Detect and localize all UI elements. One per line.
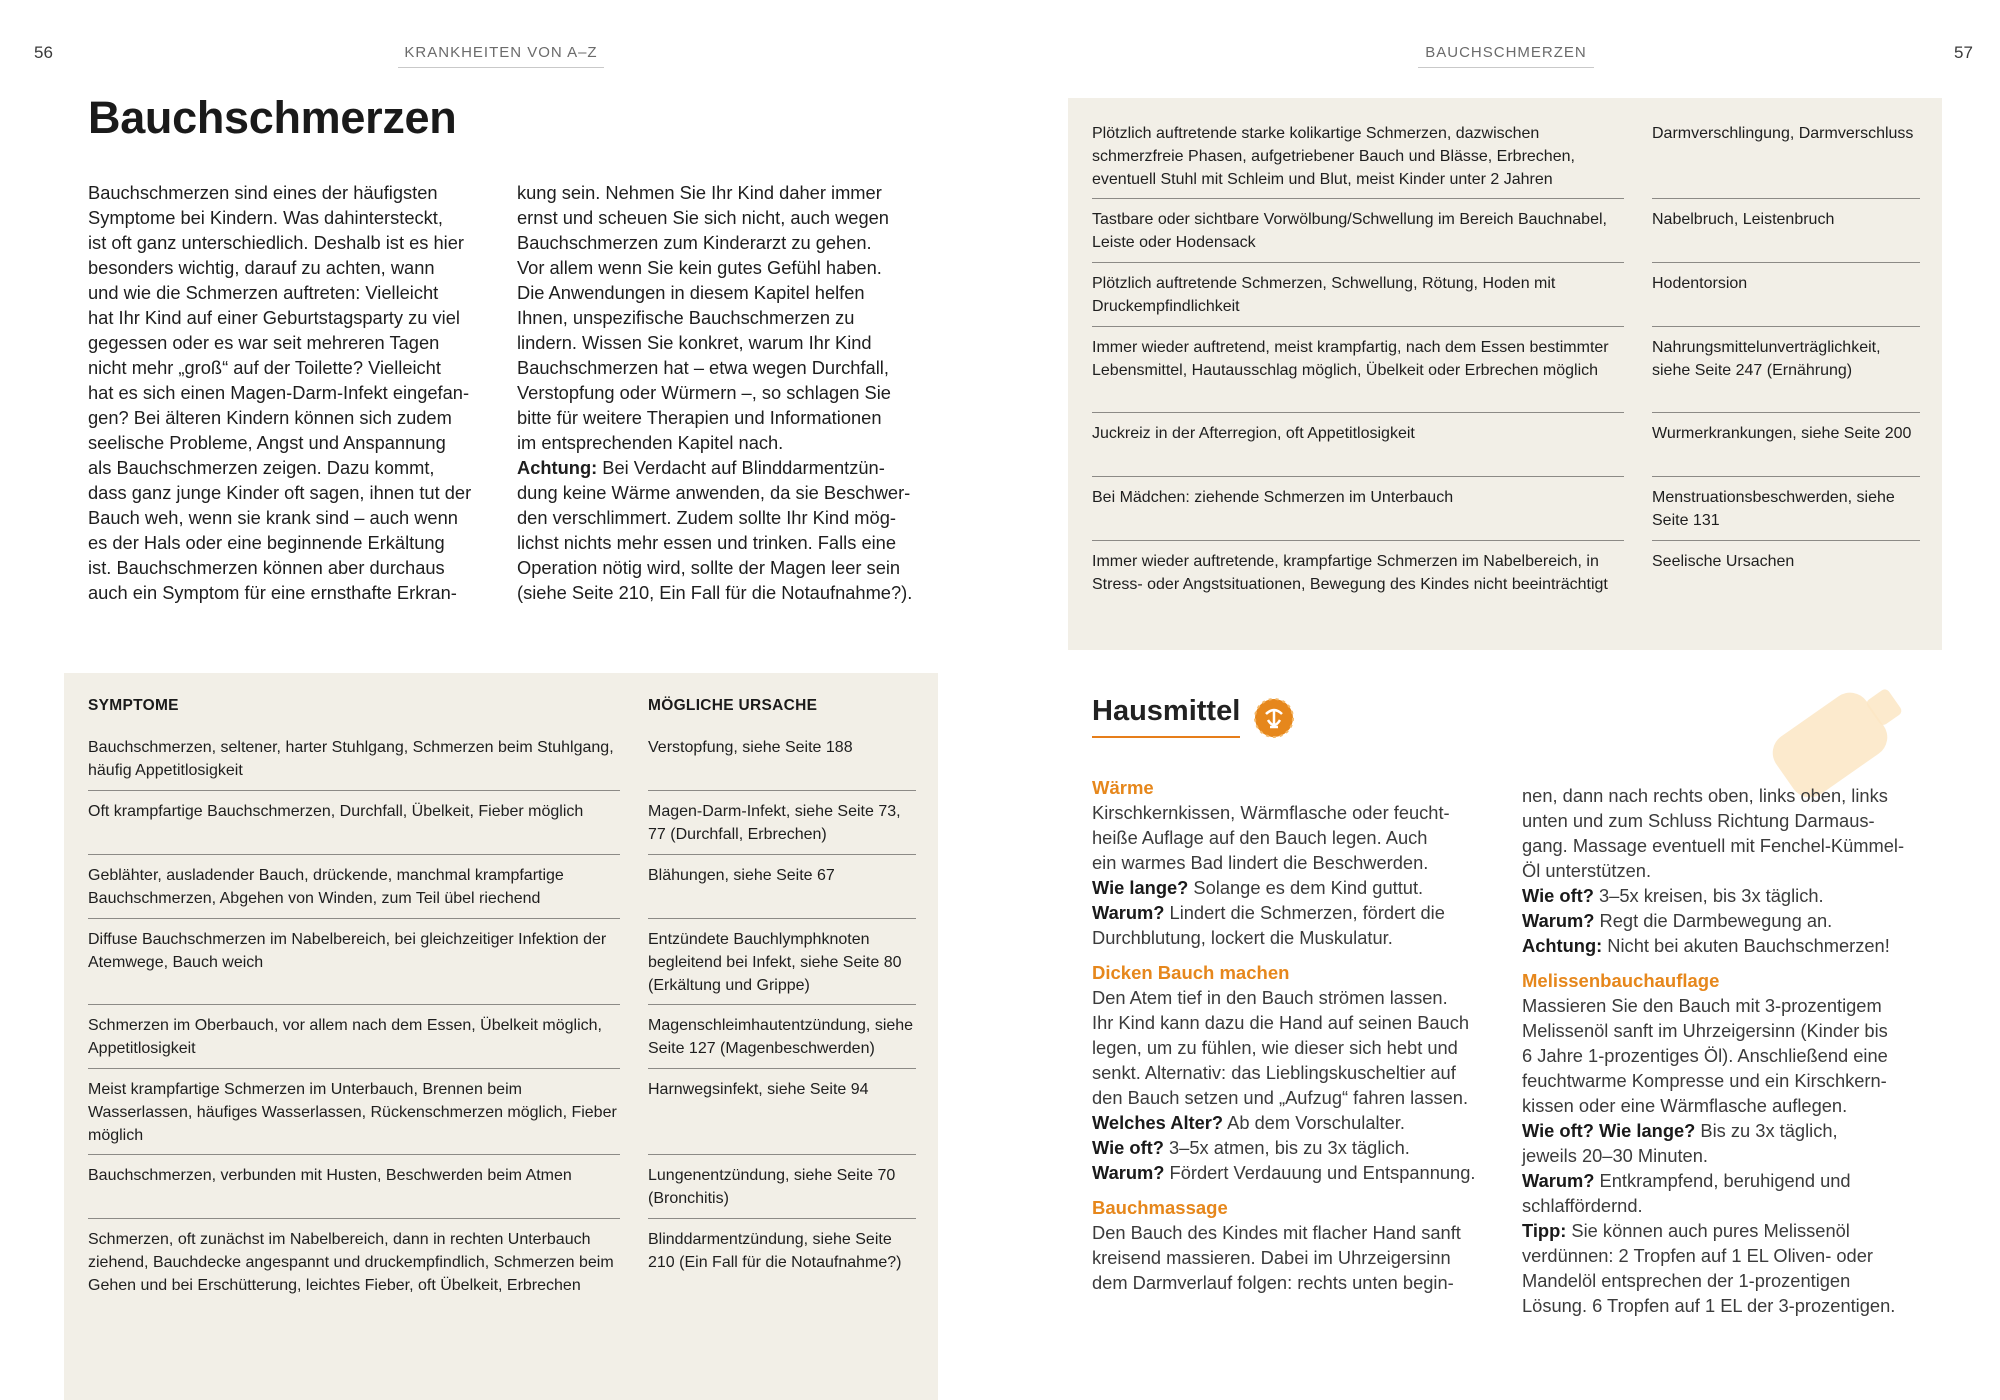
row-divider xyxy=(1092,412,1624,413)
achtung-warning: Achtung: Bei Verdacht auf Blinddarmentzün- xyxy=(517,457,885,478)
row-divider xyxy=(648,854,916,855)
remedy-column-1: Wärme Kirschkernkissen, Wärmflasche oder feucht- heiße Auflage auf den Bauch legen. Auch ein warmes Bad lindert die Beschwerden. Wie lange? Solange es dem Kind guttut. Warum? Lindert die Schmerzen, fördert die Durchblutung, lockert die Muskulatur. Dicken Bauch machen Den Atem tief in den Bauch strömen lassen. Ihr Kind kann dazu die Hand auf seinen Bauch legen, um zu fühlen, wie dieser sich hebt und senkt. Alternativ: das Lieblingskuscheltier auf den Bauch setzen und „Aufzug“ fahren lassen. Welches Alter? Ab dem Vorschulalter. Wie oft? 3–5x atmen, bis zu 3x täglich. Warum? Fördert Verdauung und Entspannung. Bauchmassage Den Bauch des Kindes mit flacher Hand sanft kreisend massieren. Dabei im Uhrzeigersinn dem Darmverlauf folgen: rechts unten begin- xyxy=(1092,775,1512,1295)
row-divider xyxy=(648,1154,916,1155)
row-divider xyxy=(1652,540,1920,541)
row-divider xyxy=(88,1068,620,1069)
pharmacy-bowl-icon xyxy=(1252,696,1296,740)
page-number-right: 57 xyxy=(1954,43,1973,62)
page-title: Bauchschmerzen xyxy=(88,92,457,143)
row-divider xyxy=(88,790,620,791)
remedy-heading-bauchmassage: Bauchmassage xyxy=(1092,1197,1228,1218)
row-divider xyxy=(88,1154,620,1155)
row-divider xyxy=(88,854,620,855)
page-number-left: 56 xyxy=(34,43,53,62)
row-divider xyxy=(1092,262,1624,263)
remedy-column-2: nen, dann nach rechts oben, links oben, links unten und zum Schluss Richtung Darmaus- gang. Massage eventuell mit Fenchel-Kümmel- Öl unterstützen. Wie oft? 3–5x kreisen, bis 3x täglich. Warum? Regt die Darmbewegung an. Achtung: Nicht bei akuten Bauchschmerzen! Melissenbauchauflage Massieren Sie den Bauch mit 3-prozentigem Melissenöl sanft im Uhrzeigersinn (Kinder bis 6 Jahre 1-prozentiges Öl). Anschließend eine feuchtwarme Kompresse und ein Kirschkern- kissen oder eine Wärmflasche auflegen. Wie oft? Wie lange? Bis zu 3x täglich, jeweils 20–30 Minuten. Warum? Entkrampfend, beruhigend und schlaffördernd. Tipp: Sie können auch pures Melissenöl verdünnen: 2 Tropfen auf 1 EL Oliven- oder Mandelöl entsprechen der 1-prozentigen Lösung. 6 Tropfen auf 1 EL der 3-prozentigen. xyxy=(1522,783,1942,1318)
running-header-right: BAUCHSCHMERZEN xyxy=(1418,44,1594,68)
row-divider xyxy=(648,1004,916,1005)
intro-column-2: kung sein. Nehmen Sie Ihr Kind daher immer ernst und scheuen Sie sich nicht, auch wegen Bauchschmerzen zum Kinderarzt zu gehen. Vor allem wenn Sie kein gutes Gefühl haben. Die Anwendungen in diesem Kapitel helfen Ihnen, unspezifische Bauchschmerzen zu lindern. Wissen Sie konkret, warum Ihr Kind Bauchschmerzen hat – etwa wegen Durchfall, Verstopfung oder Würmern –, so schlagen Sie bitte für weitere Therapien und Informationen im entsprechenden Kapitel nach. Achtung: Bei Verdacht auf Blinddarmentzün- dung keine Wärme anwenden, da sie Beschwer- den verschlimmert. Zudem sollte Ihr Kind mög- lichst nichts mehr essen und trinken. Falls eine Operation nötig wird, sollte der Magen leer sein (siehe Seite 210, Ein Fall für die Notaufnahme?). xyxy=(517,180,937,605)
intro-column-1: Bauchschmerzen sind eines der häufigsten Symptome bei Kindern. Was dahintersteckt, ist oft ganz unterschiedlich. Deshalb ist es hier besonders wichtig, darauf zu achten, wann und wie die Schmerzen auftreten: Vielleicht hat Ihr Kind auf einer Geburtstagsparty zu viel gegessen oder es war seit mehreren Tagen nicht mehr „groß“ auf der Toilette? Vielleicht hat es sich einen Magen-Darm-Infekt eingefan- gen? Bei älteren Kindern können sich zudem seelische Probleme, Angst und Anspannung als Bauchschmerzen zeigen. Dazu kommt, dass ganz junge Kinder oft sagen, ihnen tut der Bauch weh, wenn sie krank sind – auch wenn es der Hals oder eine beginnende Erkältung ist. Bauchschmerzen können aber durchaus auch ein Symptom für eine ernsthafte Erkran- xyxy=(88,182,472,603)
row-divider xyxy=(88,1004,620,1005)
row-divider xyxy=(1652,476,1920,477)
row-divider xyxy=(1652,198,1920,199)
row-divider xyxy=(1092,476,1624,477)
row-divider xyxy=(1652,262,1920,263)
row-divider xyxy=(1652,412,1920,413)
remedy-heading-dicken-bauch: Dicken Bauch machen xyxy=(1092,962,1290,983)
row-divider xyxy=(648,918,916,919)
column-header-symptoms: SYMPTOME xyxy=(88,697,179,714)
row-divider xyxy=(1092,540,1624,541)
remedy-heading-waerme: Wärme xyxy=(1092,777,1154,798)
row-divider xyxy=(88,1218,620,1219)
remedy-heading-melisse: Melissenbauchauflage xyxy=(1522,970,1720,991)
row-divider xyxy=(648,1218,916,1219)
row-divider xyxy=(648,1068,916,1069)
section-title-hausmittel: Hausmittel xyxy=(1092,695,1240,738)
row-divider xyxy=(648,790,916,791)
row-divider xyxy=(88,918,620,919)
row-divider xyxy=(1652,326,1920,327)
row-divider xyxy=(1092,326,1624,327)
row-divider xyxy=(1092,198,1624,199)
running-header-left: KRANKHEITEN VON A–Z xyxy=(398,44,604,68)
column-header-cause: MÖGLICHE URSACHE xyxy=(648,697,818,714)
